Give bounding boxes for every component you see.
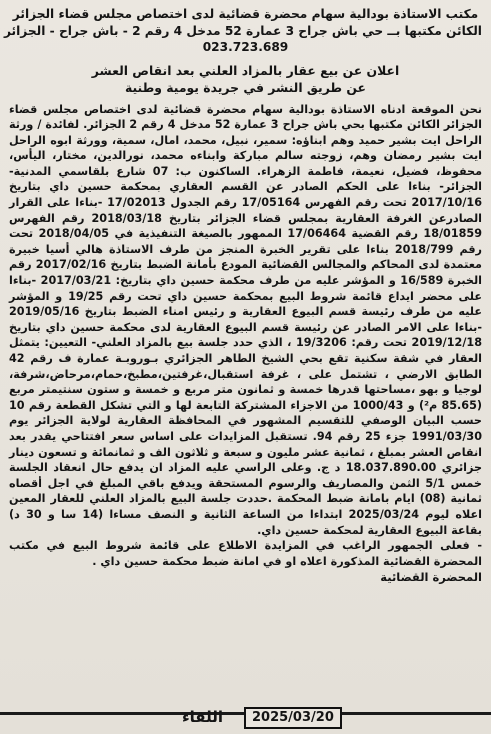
public-notice-note: - فعلى الجمهور الراغب في المزايدة الاطلاع على قائمة شروط البيع في مكتب المحضرة القضائية المذكورة اعلاه او في امانة ضبط محكمة حسين داي . [9, 539, 482, 568]
header-line-2: الكائن مكتبها بــ حي باش جراح 3 عمارة 52 مدخل 4 رقم 2 - باش جراح - الجزائر [3, 23, 482, 38]
newspaper-name: اللقاء [182, 708, 223, 726]
bailiff-office-header [3, 6, 482, 56]
announcement-line-2: عن طريق النشر في جريدة يومية وطنية [124, 79, 367, 95]
publication-date: 2025/03/20 [244, 707, 342, 729]
announcement-title [9, 62, 482, 96]
office-phone: 023.723.689 [202, 40, 289, 54]
announcement-line-1: اعلان عن بيع عقار بالمزاد العلني بعد انقاص العشر [91, 62, 400, 78]
notice-body [9, 102, 482, 586]
notice-paragraph: نحن الموقعة ادناه الاستاذة بودالية سهام محضرة قضائية لدى اختصاص مجلس قضاء الجزائر الكائن مكتبها بحي باش جراح 3 عمارة 52 مدخل 4 رقم 2 الجزائر. لفائدة / ورثة الراحل ايت بشير حميد وهم ابناؤه: سمير، نبيل، محمد، امال، سمية، وورثة ابوه الراحل ايت بشير رمضان وهم، زوجته سالم مباركة وابناءه محمد، نورالدين، مختار، اليأس، محفوظ، فضيل، نعيمة، فاطمة الزهراء. الساكنون ب: 07 شارع بلقاسمي المدنية- الجزائر- بناءا على الحكم الصادر عن القسم العقاري بمحكمة حسين داي بتاريخ 2017/10/16 تحت رقم الفهرس 17/05164 رقم الجدول 17/02013 -بناءا على القرار الصادرعن الغرفة العقارية بمجلس قضاء الجزائر بتاريخ 2018/03/18 رقم الفهرس 18/01859 رقم القضية 17/06464 الممهور بالصيغة التنفيذية في 2018/04/05 تحت رقم 2018/799 بناءا على تقرير الخبرة المنجز من طرف الاستاذة هالي أسيا خبيرة معتمدة لدى المحاكم والمجالس القضائية المودع بأمانة الضبط بتاريخ 2017/02/16 رقم الخبرة 16/589 و المؤشر عليه من طرف محكمة حسين داي بتاريخ: 2017/03/21 -بناءا على محضر ايداع قائمة شروط البيع بمحكمة حسين داي تحت رقم 19/25 و المؤشر عليه من طرف رئيسة قسم البيوع العقارية و رئيس امناء الضبط بتاريخ 2019/05/16 -بناءا على الامر الصادر عن رئيسة قسم البيوع العقارية لدى محكمة حسين داي بتاريخ 2019/12/18 تحت رقم: 19/3206 ، الذي حدد جلسة بيع بالمزاد العلني- التعيين: يتمثل العقار في شقة سكنية تقع بحي الشيخ الطاهر الجزائري بـوروبـة عمارة ف رقم 42 الطابق الارضي ، تشتمل على ، غرفة استقبال،غرفتين،مطبخ،حمام،مرحاض،شرفة، لوجيا و بهو ،مساحتها قدرها خمسة و ثمانون متر مربع و خمسة و ستون سنتيمتر مربع (85.65 م²) و 1000/43 من الاجزاء المشتركة التابعة لها و التي تشكل القطعة رقم 10 حسب البيان الوصفي للتقسيم المشهور في المحافظة العقارية لولاية الجزائر يوم 1991/03/30 جزء 25 رقم 94. تستقبل المزايدات على اساس سعر افتتاحي يقدر بعد انقاص العشر بمبلغ ، ثمانية عشر مليون و سبعة و ثلاثون الف و ثمانمائة و تسعون دينار جزائري 18.037.890.00 د ج. وعلى الراسي عليه المزاد ان يدفع حال انعقاد الجلسة خمس 5/1 الثمن والمصاريف والرسوم المستحقة ويدفع باقي المبلغ في اجل أقصاه ثمانية (08) ايام بامانة ضبط المحكمة .حددت جلسة البيع بالمزاد العلني للعقار المعين اعلاه ليوم 2025/03/24 ابتداءا من الساعة الثانية و النصف مساءا (14 سا و 30 د) بقاعة البيوع العقارية لمحكمة حسين داي. [9, 102, 483, 537]
header-line-1: مكتب الاستاذة بودالية سهام محضرة قضائية لدى اختصاص مجلس قضاء الجزائر [12, 7, 479, 21]
footer [0, 702, 491, 734]
signature: المحضرة القضائية [380, 570, 482, 585]
